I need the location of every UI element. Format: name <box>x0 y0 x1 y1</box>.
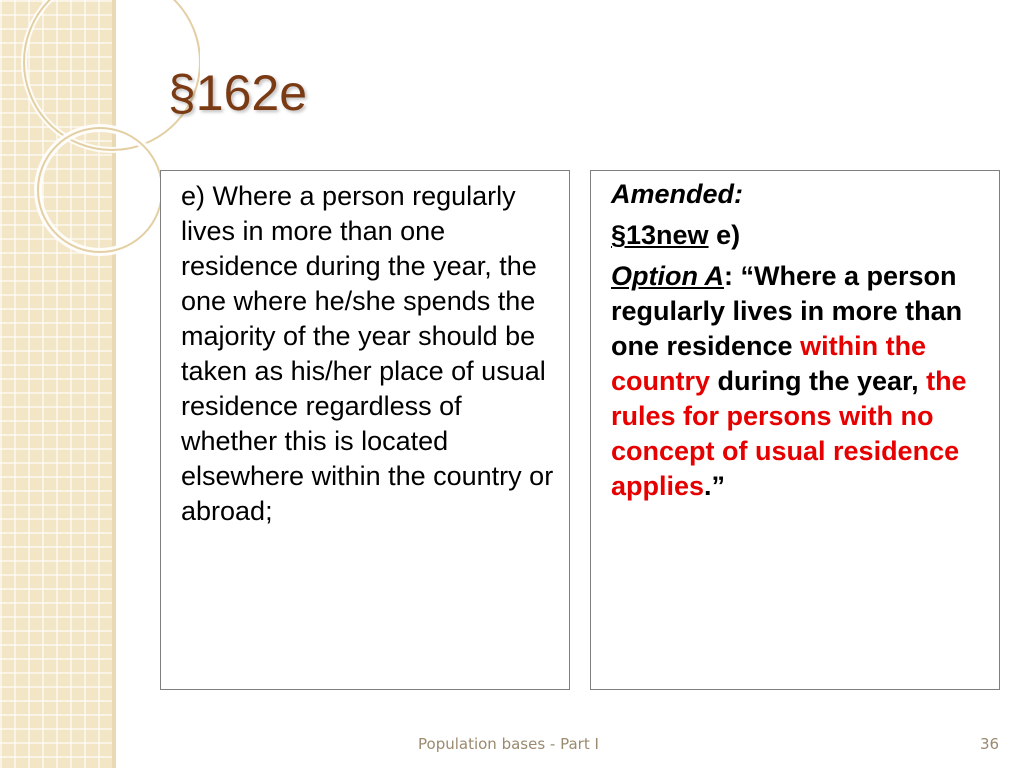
original-text-box <box>160 170 570 690</box>
quote-part-1: “Where a person regularly lives in more than one residence <box>611 261 963 361</box>
option-a-text <box>611 259 991 504</box>
footer-text: Population bases - Part I <box>418 735 599 753</box>
section-reference: §13new <box>611 220 709 250</box>
slide-title: §162e <box>168 65 308 121</box>
amended-heading-line <box>611 177 991 212</box>
option-colon: : <box>723 261 741 291</box>
section-suffix: e) <box>708 220 741 250</box>
quote-part-2: during the year, <box>710 366 927 396</box>
quote-end: .” <box>704 471 726 501</box>
page-number: 36 <box>980 735 1000 753</box>
amended-text-box <box>590 170 1000 690</box>
original-provision-text: e) Where a person regularly lives in more than one residence during the year, the one where he/she spends the majority of the year should be taken as his/her place of usual residence regardless of whether this is located elsewhere within the country or abroad; <box>181 181 554 526</box>
option-label: Option A <box>611 261 724 291</box>
highlighted-phrase-1: within the country <box>611 331 927 396</box>
amended-heading: Amended: <box>611 179 744 209</box>
section-reference-line <box>611 218 991 253</box>
highlighted-phrase-2: the rules for persons with no concept of usual residence applies <box>611 366 967 501</box>
